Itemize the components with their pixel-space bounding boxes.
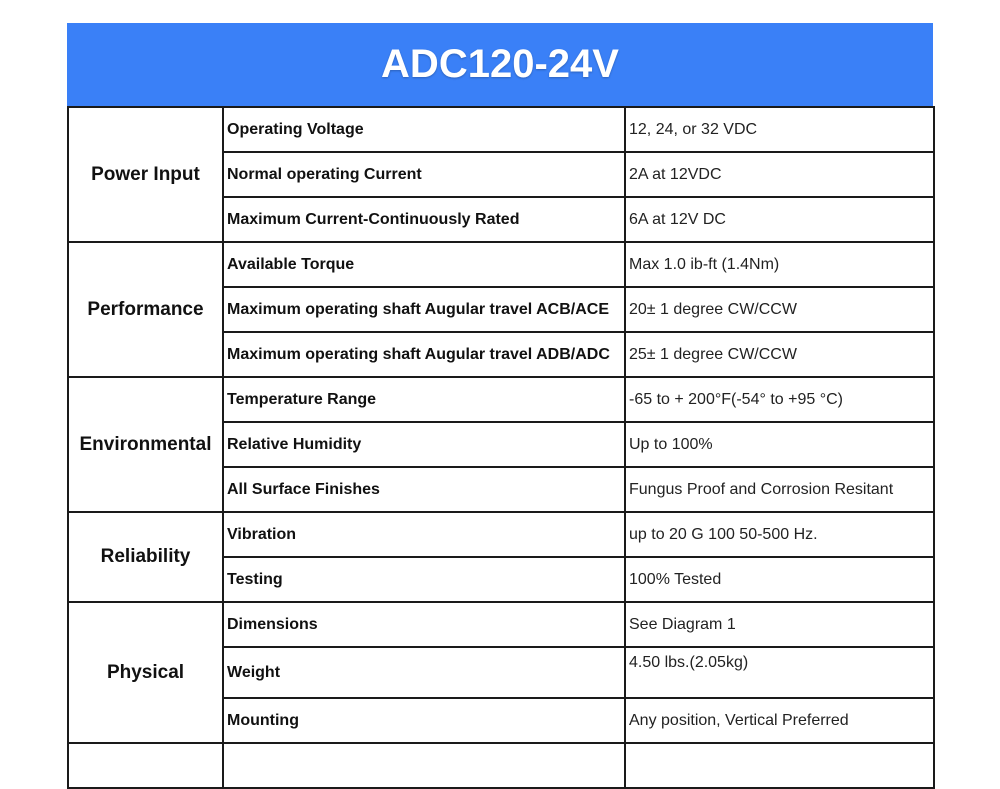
param-label: Dimensions: [223, 602, 625, 647]
page-title: ADC120-24V: [381, 42, 619, 86]
table-row: [68, 602, 934, 647]
param-label: Weight: [223, 647, 625, 698]
param-label: Relative Humidity: [223, 422, 625, 467]
group-label-physical: Physical: [68, 602, 223, 743]
param-value: 2A at 12VDC: [625, 152, 934, 197]
param-value: 25± 1 degree CW/CCW: [625, 332, 934, 377]
param-label: Normal operating Current: [223, 152, 625, 197]
group-label-clipped: [68, 743, 223, 788]
param-value: 100% Tested: [625, 557, 934, 602]
param-value: up to 20 G 100 50-500 Hz.: [625, 512, 934, 557]
param-value-clipped: [625, 743, 934, 788]
param-value: 20± 1 degree CW/CCW: [625, 287, 934, 332]
spec-sheet: [67, 23, 933, 789]
param-label: All Surface Finishes: [223, 467, 625, 512]
param-value: Max 1.0 ib-ft (1.4Nm): [625, 242, 934, 287]
table-row-clipped: [68, 743, 934, 788]
title-banner: [67, 23, 933, 106]
param-value: Up to 100%: [625, 422, 934, 467]
table-row: [68, 242, 934, 287]
param-label: Available Torque: [223, 242, 625, 287]
param-value: See Diagram 1: [625, 602, 934, 647]
param-label: Maximum Current-Continuously Rated: [223, 197, 625, 242]
group-label-reliability: Reliability: [68, 512, 223, 602]
table-row: [68, 512, 934, 557]
param-value: 4.50 lbs.(2.05kg): [625, 647, 934, 698]
table-row: [68, 107, 934, 152]
param-label: Maximum operating shaft Augular travel ACB/ACE: [223, 287, 625, 332]
param-value: 6A at 12V DC: [625, 197, 934, 242]
param-label: Operating Voltage: [223, 107, 625, 152]
param-label: Vibration: [223, 512, 625, 557]
param-value: -65 to + 200°F(-54° to +95 °C): [625, 377, 934, 422]
param-label: Testing: [223, 557, 625, 602]
param-label: Mounting: [223, 698, 625, 743]
param-label-clipped: [223, 743, 625, 788]
param-value: Fungus Proof and Corrosion Resitant: [625, 467, 934, 512]
spec-table: [67, 106, 935, 789]
group-label-performance: Performance: [68, 242, 223, 377]
table-row: [68, 377, 934, 422]
param-value: Any position, Vertical Preferred: [625, 698, 934, 743]
group-label-environmental: Environmental: [68, 377, 223, 512]
param-label: Temperature Range: [223, 377, 625, 422]
group-label-power-input: Power Input: [68, 107, 223, 242]
param-label: Maximum operating shaft Augular travel ADB/ADC: [223, 332, 625, 377]
param-value: 12, 24, or 32 VDC: [625, 107, 934, 152]
